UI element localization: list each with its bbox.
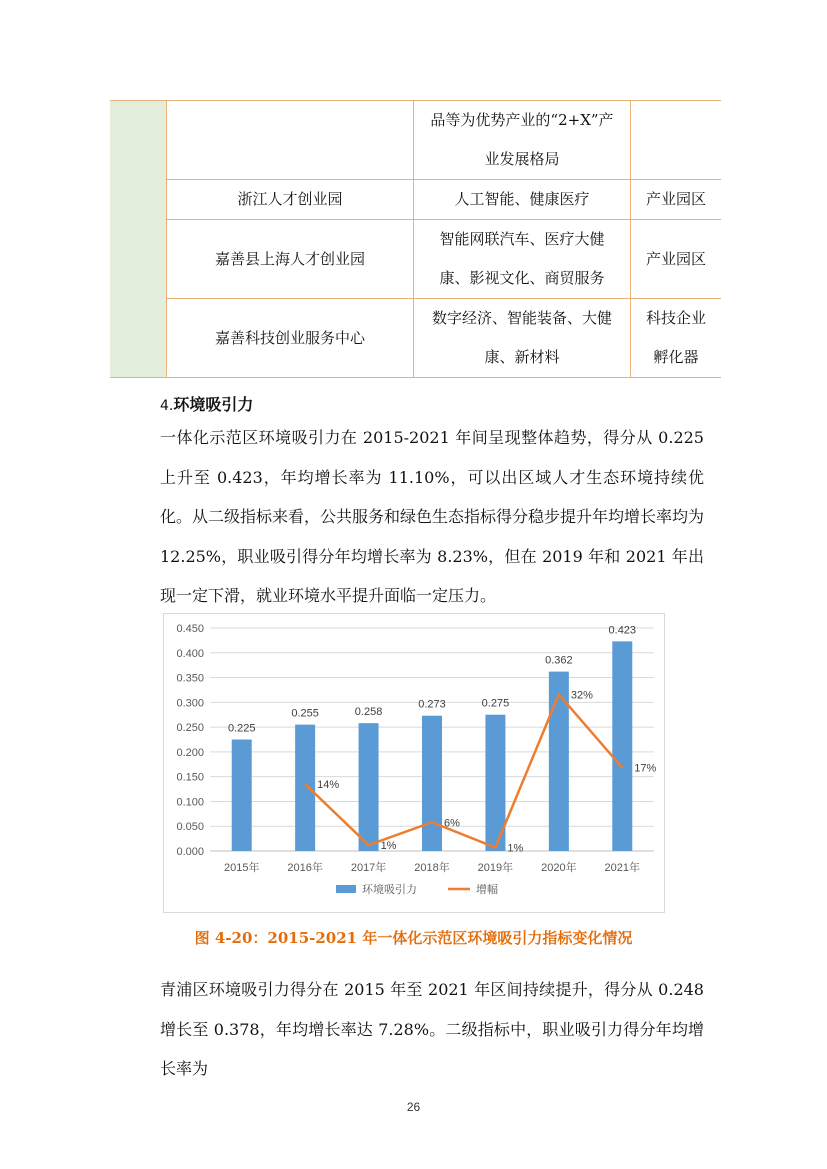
line-data-label: 6% (444, 817, 460, 830)
bar-data-label: 0.362 (545, 654, 573, 667)
y-tick-label: 0.300 (176, 697, 204, 710)
line-data-label: 32% (570, 689, 593, 702)
park-name-cell: 嘉善县上海人才创业园 (167, 220, 414, 299)
section-heading (160, 392, 253, 415)
legend-label: 环境吸引力 (362, 884, 417, 896)
x-tick-label: 2019年 (477, 862, 514, 874)
table-row (110, 220, 721, 299)
chart-container (163, 613, 665, 913)
section-number: 4. (160, 398, 174, 414)
growth-line (305, 694, 622, 847)
cell-line: 品等为优势产业的“2+X”产 (430, 111, 614, 129)
figure-caption: 图 4-20：2015-2021 年一体化示范区环境吸引力指标变化情况 (194, 929, 633, 947)
y-tick-label: 0.350 (176, 672, 204, 685)
section-title: 环境吸引力 (173, 395, 254, 414)
x-tick-label: 2018年 (414, 862, 450, 874)
park-table (110, 100, 721, 378)
type-cell: 产业园区 (631, 220, 722, 299)
bar-data-label: 0.258 (354, 706, 383, 719)
bar (549, 672, 569, 851)
industry-cell (414, 299, 631, 378)
cell-line: 孵化器 (653, 348, 699, 366)
legend-label: 增幅 (476, 884, 498, 896)
table-row (110, 299, 721, 378)
cell-line: 康、新材料 (484, 348, 560, 366)
legend-bar-swatch (336, 885, 356, 893)
y-tick-label: 0.000 (176, 846, 204, 858)
bar-line-chart (164, 614, 664, 912)
bar-data-label: 0.255 (291, 707, 319, 720)
cell-line: 康、影视文化、商贸服务 (439, 269, 605, 287)
line-data-label: 1% (507, 842, 524, 855)
y-tick-label: 0.450 (176, 623, 204, 635)
body-paragraph: 一体化示范区环境吸引力在 2015-2021 年间呈现整体趋势，得分从 0.225 上升至 0.423，年均增长率为 11.10%，可以出区域人才生态环境持续优化。从二级指标来看，公共服务和绿色生态指标得分稳步提升年均增长率均为 12.25%，职业吸引得分年均增长率为 8.23%，但在 2019 年和 2021 年出现一定下滑，就业环境水平提升面临一定压力。 (160, 428, 705, 606)
y-tick-label: 0.050 (176, 821, 204, 834)
table-side-column (110, 101, 167, 378)
x-tick-label: 2016年 (287, 862, 323, 874)
bar (295, 725, 315, 851)
type-cell (631, 101, 722, 180)
table-row (110, 101, 721, 180)
bar-data-label: 0.225 (227, 722, 256, 735)
industry-cell (414, 220, 631, 299)
type-cell (631, 299, 722, 378)
cell-line: 科技企业 (645, 309, 706, 327)
park-name-cell (167, 101, 414, 180)
park-name-cell: 嘉善科技创业服务中心 (167, 299, 414, 378)
x-tick-label: 2020年 (541, 862, 577, 874)
cell-line: 数字经济、智能装备、大健 (431, 309, 612, 327)
industry-cell (414, 101, 631, 180)
y-tick-label: 0.150 (176, 771, 204, 784)
cell-line: 业发展格局 (484, 150, 560, 168)
line-data-label: 14% (317, 779, 340, 792)
x-tick-label: 2017年 (350, 862, 387, 874)
y-tick-label: 0.400 (176, 647, 204, 660)
body-paragraph: 青浦区环境吸引力得分在 2015 年至 2021 年区间持续提升，得分从 0.248 增长至 0.378，年均增长率达 7.28%。二级指标中，职业吸引力得分年均增长率为 (160, 980, 704, 1079)
page-number: 26 (406, 1100, 421, 1114)
y-tick-label: 0.250 (176, 722, 204, 735)
park-name-cell: 浙江人才创业园 (167, 180, 414, 220)
bar (359, 723, 379, 851)
bar-data-label: 0.273 (418, 698, 446, 711)
line-data-label: 1% (380, 840, 397, 853)
line-data-label: 17% (634, 762, 657, 775)
type-cell: 产业园区 (631, 180, 722, 220)
x-tick-label: 2015年 (223, 862, 260, 874)
bar (612, 641, 632, 851)
table-row (110, 180, 721, 220)
bar-data-label: 0.423 (608, 624, 637, 637)
y-tick-label: 0.200 (176, 746, 204, 759)
industry-cell: 人工智能、健康医疗 (414, 180, 631, 220)
y-tick-label: 0.100 (176, 796, 204, 809)
bar (422, 716, 442, 851)
cell-line: 智能网联汽车、医疗大健 (439, 230, 605, 248)
bar-data-label: 0.275 (481, 697, 510, 710)
bar (232, 740, 252, 852)
x-tick-label: 2021年 (604, 862, 641, 874)
